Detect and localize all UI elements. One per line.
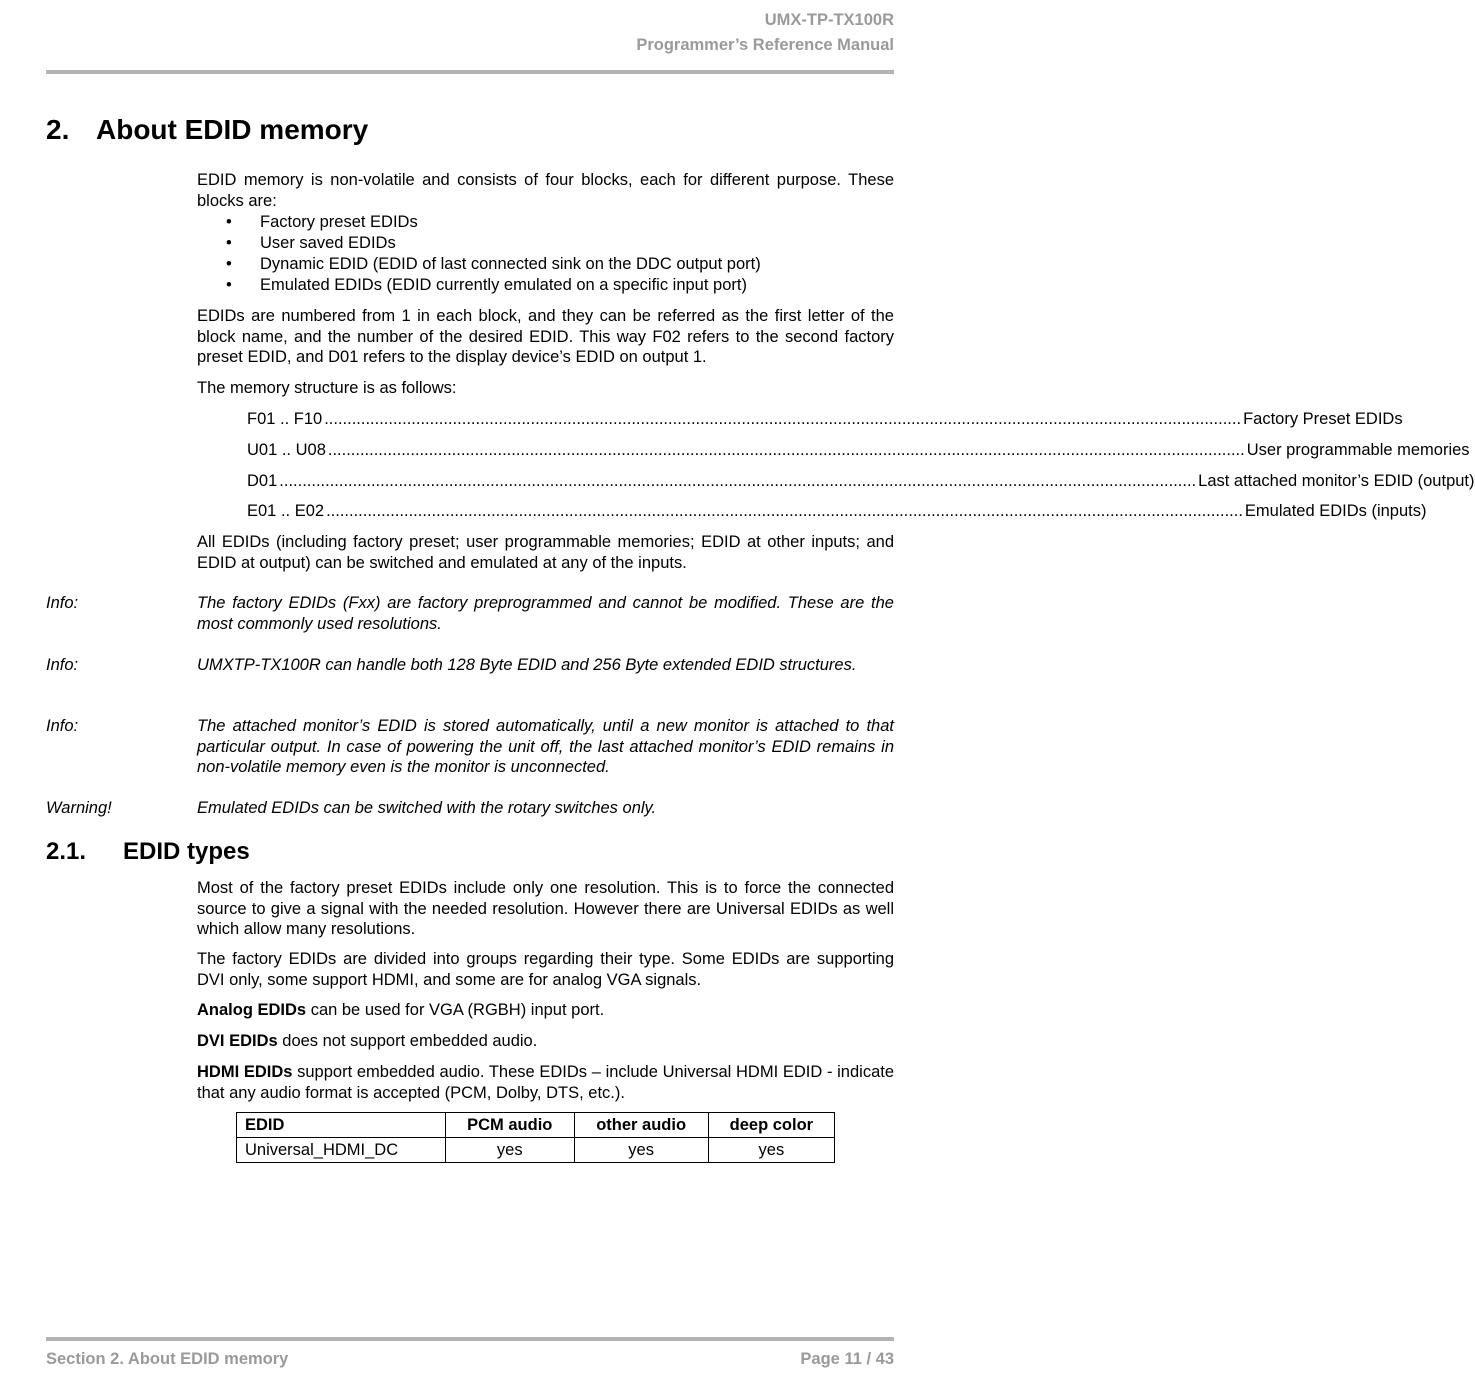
subsection-number: 2.1. — [46, 838, 87, 865]
table-header: other audio — [574, 1113, 708, 1138]
memory-range: D01 — [247, 472, 278, 490]
memory-row-user — [247, 440, 1470, 461]
warning-label: Warning! — [46, 799, 112, 817]
table-header: deep color — [708, 1113, 834, 1138]
numbering-paragraph: EDIDs are numbered from 1 in each block, and they can be referred as the first letter of the block name, and the number of the desired EDID. This way F02 refers to the second factory preset EDID, and D01 refers to the display device’s EDID on output 1. — [197, 307, 894, 366]
switching-paragraph: All EDIDs (including factory preset; user programmable memories; EDID at other inputs; and EDID at output) can be switched and emulated at any of the inputs. — [197, 533, 894, 572]
memory-desc: User programmable memories — [1246, 441, 1470, 459]
memory-range: F01 .. F10 — [247, 410, 323, 428]
table-cell: yes — [446, 1138, 575, 1163]
footer-rule — [46, 1337, 894, 1341]
types-paragraph-2: The factory EDIDs are divided into groups regarding their type. Some EDIDs are supporting DVI only, some support HDMI, and some are for analog VGA signals. — [197, 950, 894, 989]
leader-dots: ........................................................................................................................................................................................................ — [327, 441, 1245, 459]
dvi-paragraph: DVI EDIDs does not support embedded audio. — [197, 1032, 538, 1050]
section-heading — [46, 114, 368, 146]
analog-paragraph: Analog EDIDs can be used for VGA (RGBH) input port. — [197, 1001, 605, 1019]
section-number: 2. — [46, 114, 70, 145]
header-product: UMX-TP-TX100R — [764, 11, 894, 29]
leader-dots: ........................................................................................................................................................................................................ — [279, 472, 1197, 490]
warning-text: Emulated EDIDs can be switched with the rotary switches only. — [197, 799, 657, 817]
header-rule — [46, 70, 894, 74]
note-text: UMXTP-TX100R can handle both 128 Byte EDID and 256 Byte extended EDID structures. — [197, 656, 857, 674]
table-header-row — [237, 1113, 835, 1138]
footer-section: Section 2. About EDID memory — [46, 1350, 289, 1368]
memory-desc: Last attached monitor’s EDID (output) — [1198, 472, 1475, 490]
list-item: • Dynamic EDID (EDID of last connected sink on the DDC output port) — [230, 254, 731, 275]
table-cell: Universal_HDMI_DC — [237, 1138, 446, 1163]
hdmi-paragraph: HDMI EDIDs support embedded audio. These EDIDs – include Universal HDMI EDID - indicate that any audio format is accepted (PCM, Dolby, DTS, etc.). — [197, 1063, 895, 1102]
section-title: About EDID memory — [96, 114, 369, 145]
table-row — [237, 1138, 835, 1163]
memory-row-emulated — [247, 501, 1427, 522]
leader-dots: ........................................................................................................................................................................................................ — [326, 502, 1243, 520]
table-cell: yes — [708, 1138, 834, 1163]
types-paragraph-1: Most of the factory preset EDIDs include only one resolution. This is to force the connected source to give a signal with the needed resolution. However there are Universal EDIDs as well which allow many resolutions. — [197, 879, 894, 938]
intro-paragraph: EDID memory is non-volatile and consists of four blocks, each for different purpose. These blocks are: — [197, 171, 894, 210]
note-label: Info: — [46, 594, 79, 612]
leader-dots: ........................................................................................................................................................................................................ — [324, 410, 1242, 428]
note-text: The attached monitor’s EDID is stored automatically, until a new monitor is attached to that particular output. In case of powering the unit off, the last attached monitor’s EDID remains in non-volatile memory even is the monitor is unconnected. — [197, 717, 894, 776]
footer-page-number: Page 11 / 43 — [800, 1350, 894, 1368]
table-header: PCM audio — [446, 1113, 575, 1138]
memory-range: U01 .. U08 — [247, 441, 326, 459]
note-label: Info: — [46, 717, 79, 735]
edid-table — [236, 1112, 835, 1163]
note-label: Info: — [46, 656, 79, 674]
header-manual-title: Programmer’s Reference Manual — [636, 36, 894, 54]
subsection-heading — [46, 838, 250, 866]
note-text: The factory EDIDs (Fxx) are factory preprogrammed and cannot be modified. These are the most commonly used resolutions. — [197, 594, 894, 633]
list-item: • Emulated EDIDs (EDID currently emulated on a specific input port) — [230, 275, 717, 296]
memory-desc: Emulated EDIDs (inputs) — [1244, 502, 1427, 520]
memory-desc: Factory Preset EDIDs — [1243, 410, 1403, 428]
list-item: • Factory preset EDIDs — [230, 212, 388, 233]
subsection-title: EDID types — [123, 838, 250, 865]
list-item: • User saved EDIDs — [230, 233, 366, 254]
table-header: EDID — [237, 1113, 446, 1138]
memory-row-factory — [247, 409, 1403, 430]
memory-range: E01 .. E02 — [247, 502, 325, 520]
structure-intro: The memory structure is as follows: — [197, 379, 457, 397]
memory-row-dynamic — [247, 471, 1475, 492]
table-cell: yes — [574, 1138, 708, 1163]
